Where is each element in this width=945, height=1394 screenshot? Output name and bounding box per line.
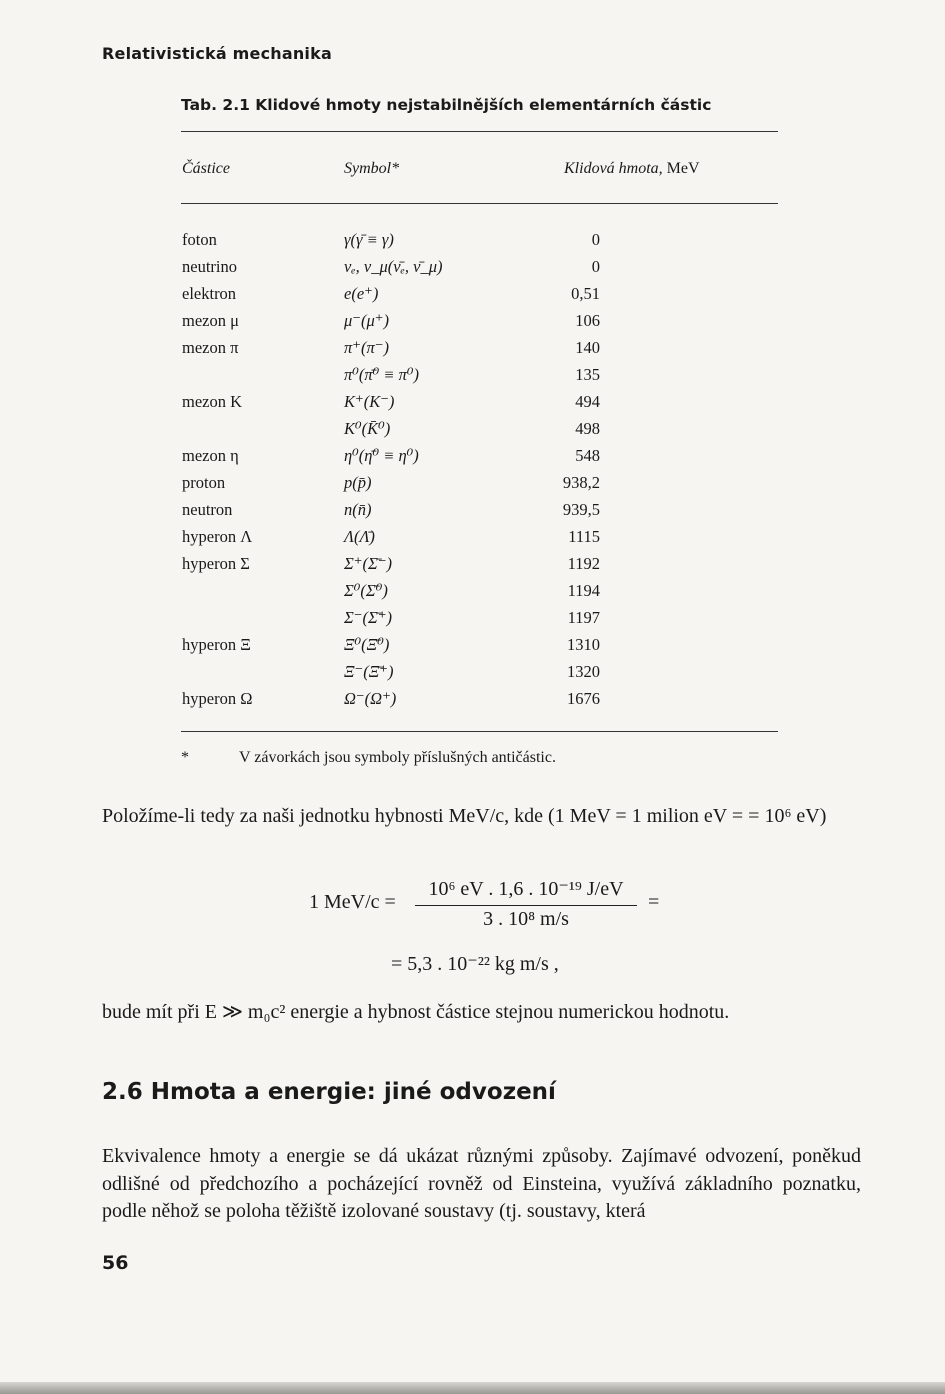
particle-symbol: Ξ⁰(Ξ̄⁰) (344, 635, 390, 654)
particle-name: foton (182, 230, 217, 249)
particle-mass: 0 (591, 257, 600, 276)
page-number: 56 (102, 1252, 129, 1274)
table-row (0, 689, 945, 716)
particle-symbol: νₑ, ν_μ(ν̄ₑ, ν̄_μ) (344, 257, 443, 276)
table-row (0, 257, 945, 284)
footnote-mark: * (181, 749, 189, 766)
particle-name: hyperon Λ (182, 527, 253, 546)
particle-mass: 0 (591, 230, 600, 249)
particle-name: hyperon Ξ (182, 635, 251, 654)
table-row (0, 230, 945, 257)
table-row (0, 446, 945, 473)
particle-symbol: π⁺(π⁻) (344, 338, 389, 357)
particle-name: mezon K (182, 392, 243, 411)
table-row (0, 365, 945, 392)
equation-numerator: 10⁶ eV . 1,6 . 10⁻¹⁹ J/eV (428, 878, 624, 900)
table-row (0, 284, 945, 311)
particle-symbol: n(n̄) (344, 500, 372, 519)
particle-mass: 498 (575, 419, 600, 438)
table-top-rule (181, 131, 778, 132)
particle-symbol: Σ⁺(Σ̄⁻) (344, 554, 393, 573)
particle-mass: 0,51 (571, 284, 600, 303)
particle-symbol: Ω⁻(Ω⁺) (344, 689, 397, 708)
particle-mass: 1197 (567, 608, 600, 627)
table-bottom-rule (181, 731, 778, 732)
table-row (0, 662, 945, 689)
equation-result: = 5,3 . 10⁻²² kg m/s , (391, 953, 559, 975)
particle-symbol: Σ⁻(Σ̄⁺) (344, 608, 393, 627)
particle-mass: 939,5 (562, 500, 600, 519)
paragraph-momentum-unit: Položíme-li tedy za naši jednotku hybnosti MeV/c, kde (1 MeV = 1 milion eV = = 10⁶ eV) (102, 805, 827, 827)
particle-mass: 938,2 (562, 473, 600, 492)
particle-symbol: π⁰(π̄⁰ ≡ π⁰) (344, 365, 420, 384)
particle-mass: 1310 (567, 635, 600, 654)
table-row (0, 635, 945, 662)
particle-name: hyperon Ω (182, 689, 253, 708)
fraction-bar (415, 905, 637, 906)
particle-mass: 494 (575, 392, 600, 411)
particle-mass: 1115 (568, 527, 600, 546)
table-row (0, 500, 945, 527)
particle-name: neutron (182, 500, 233, 519)
equation-equals: = (648, 891, 660, 913)
scan-bottom-edge (0, 1382, 945, 1394)
particle-symbol: Ξ⁻(Ξ̄⁺) (344, 662, 394, 681)
table-row (0, 527, 945, 554)
section-title: 2.6 Hmota a energie: jiné odvození (102, 1079, 556, 1105)
particle-name: mezon η (182, 446, 239, 465)
particle-symbol: K⁰(K̄⁰) (344, 419, 391, 438)
header-mass-label: Klidová hmota, (564, 160, 663, 177)
running-head: Relativistická mechanika (102, 44, 332, 63)
particle-symbol: p(p̄) (344, 473, 372, 492)
particle-symbol: γ(γ̄ ≡ γ) (344, 230, 394, 249)
particle-symbol: e(e⁺) (344, 284, 379, 303)
table-row (0, 338, 945, 365)
particle-mass: 548 (575, 446, 600, 465)
header-symbol: Symbol* (344, 160, 400, 177)
particle-mass: 1676 (567, 689, 600, 708)
table-caption: Tab. 2.1 Klidové hmoty nejstabilnějších elementárních částic (181, 96, 712, 114)
table-row (0, 419, 945, 446)
particle-name: elektron (182, 284, 237, 303)
table-footnote (181, 749, 556, 767)
particle-mass: 1320 (567, 662, 600, 681)
particle-symbol: K⁺(K⁻) (344, 392, 395, 411)
equation-denominator: 3 . 10⁸ m/s (483, 908, 569, 930)
particle-name: mezon π (182, 338, 239, 357)
footnote-text: V závorkách jsou symboly příslušných antičástic. (239, 749, 556, 766)
particle-name: mezon μ (182, 311, 239, 330)
particle-mass: 1194 (567, 581, 600, 600)
table-row (0, 473, 945, 500)
particle-mass: 106 (575, 311, 600, 330)
particle-symbol: Σ⁰(Σ̄⁰) (344, 581, 388, 600)
table-row (0, 392, 945, 419)
particle-mass: 1192 (567, 554, 600, 573)
equation-lhs: 1 MeV/c = (309, 891, 396, 913)
table-header-rule (181, 203, 778, 204)
particle-mass: 135 (575, 365, 600, 384)
paragraph-equivalence: Ekvivalence hmoty a energie se dá ukázat různými způsoby. Zajímavé odvození, poněkud odlišné od předchozího a pocházející rovněž od Einsteina, využívá základního poznatku, podle něhož se poloha těžiště izolované soustavy (tj. soustavy, která (102, 1145, 861, 1222)
header-mass (564, 160, 700, 178)
table-row (0, 554, 945, 581)
header-particle: Částice (182, 160, 230, 177)
particle-symbol: η⁰(η̄⁰ ≡ η⁰) (344, 446, 419, 465)
table-row (0, 608, 945, 635)
header-mass-unit: MeV (666, 160, 700, 177)
paragraph-energy-momentum: bude mít při E ≫ m₀c² energie a hybnost částice stejnou numerickou hodnotu. (102, 1001, 730, 1023)
particle-name: hyperon Σ (182, 554, 250, 573)
particle-name: neutrino (182, 257, 237, 276)
particle-name: proton (182, 473, 226, 492)
particle-mass: 140 (575, 338, 600, 357)
table-row (0, 581, 945, 608)
particle-symbol: μ⁻(μ⁺) (344, 311, 389, 330)
table-row (0, 311, 945, 338)
particle-symbol: Λ(Λ̄) (344, 527, 375, 546)
